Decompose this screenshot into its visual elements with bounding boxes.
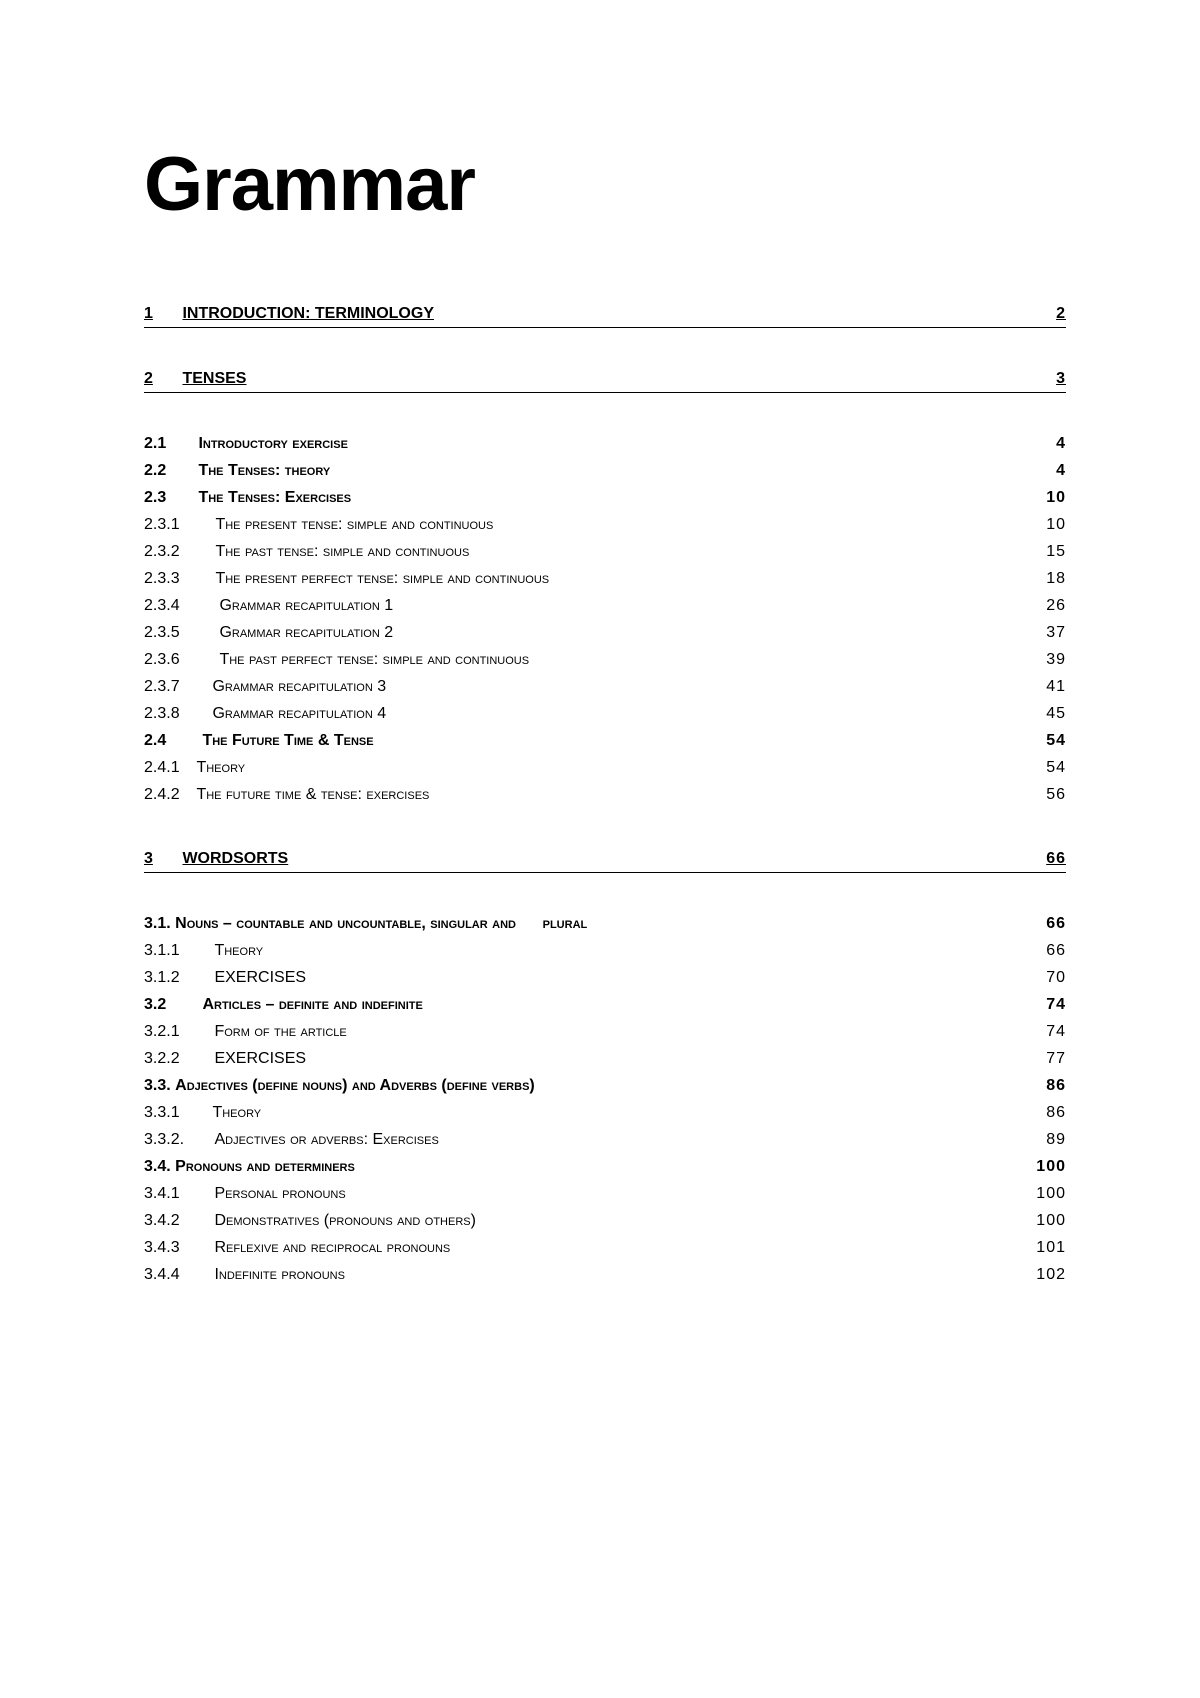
toc-page-number: 100 [1036, 1212, 1066, 1229]
toc-number: 3.2.1 [144, 1023, 180, 1040]
toc-label: The Future Time & Tense [202, 732, 374, 749]
table-of-contents [144, 300, 1066, 1288]
toc-number: 2.4 [144, 732, 167, 749]
toc-page-number: 4 [1056, 462, 1066, 479]
toc-entry-2-3[interactable] [144, 484, 1066, 511]
toc-number: 2.4.1 [144, 759, 180, 776]
toc-label: The past tense: simple and continuous [215, 543, 470, 560]
toc-page-number: 41 [1046, 678, 1066, 695]
toc-page-number: 15 [1046, 543, 1066, 560]
toc-entry-3-2-1[interactable] [144, 1018, 1066, 1045]
toc-page-number: 101 [1036, 1239, 1066, 1256]
toc-label: Theory [196, 759, 246, 776]
toc-page-number: 100 [1036, 1158, 1066, 1175]
toc-number: 3.1. [144, 915, 171, 932]
toc-entry-2-1[interactable] [144, 430, 1066, 457]
toc-entry-3-3-2[interactable] [144, 1126, 1066, 1153]
toc-page-number: 26 [1046, 597, 1066, 614]
toc-page-number: 54 [1046, 732, 1066, 749]
toc-entry-3-1-1[interactable] [144, 937, 1066, 964]
toc-page-number: 89 [1046, 1131, 1066, 1148]
toc-entry-2-3-6[interactable] [144, 646, 1066, 673]
toc-page-number: 66 [1046, 915, 1066, 932]
toc-number: 3.4.4 [144, 1266, 180, 1283]
toc-number: 1 [144, 305, 153, 322]
toc-label: EXERCISES [214, 969, 307, 986]
toc-label: The Tenses: Exercises [198, 489, 352, 506]
toc-page-number: 66 [1046, 942, 1066, 959]
toc-number: 3.4.1 [144, 1185, 180, 1202]
toc-number: 2.3.6 [144, 651, 180, 668]
toc-label: Indefinite pronouns [214, 1266, 345, 1283]
toc-number: 2.3.1 [144, 516, 180, 533]
toc-chapter-1[interactable] [144, 300, 1066, 328]
toc-page-number: 54 [1046, 759, 1066, 776]
document-title: Grammar [144, 142, 475, 227]
toc-entry-3-1[interactable] [144, 910, 1066, 937]
toc-page-number: 10 [1046, 516, 1066, 533]
toc-page-number: 3 [1056, 370, 1066, 387]
toc-label: The present perfect tense: simple and continuous [215, 570, 550, 587]
toc-entry-2-3-4[interactable] [144, 592, 1066, 619]
toc-number: 3.3.2. [144, 1131, 185, 1148]
toc-entry-3-1-2[interactable] [144, 964, 1066, 991]
toc-page-number: 100 [1036, 1185, 1066, 1202]
toc-entry-2-4-1[interactable] [144, 754, 1066, 781]
toc-page-number: 102 [1036, 1266, 1066, 1283]
toc-number: 2.1 [144, 435, 167, 452]
toc-page-number: 74 [1046, 996, 1066, 1013]
toc-page-number: 66 [1046, 850, 1066, 867]
toc-label: The future time & tense: exercises [196, 786, 430, 803]
toc-entry-3-3[interactable] [144, 1072, 1066, 1099]
toc-page-number: 2 [1056, 305, 1066, 322]
toc-label: INTRODUCTION: TERMINOLOGY [182, 305, 434, 322]
toc-number: 2.3.3 [144, 570, 180, 587]
toc-label: Adjectives (define nouns) and Adverbs (define verbs) [175, 1077, 535, 1094]
toc-entry-3-3-1[interactable] [144, 1099, 1066, 1126]
toc-entry-3-2-2[interactable] [144, 1045, 1066, 1072]
toc-page-number: 56 [1046, 786, 1066, 803]
toc-number: 3 [144, 850, 153, 867]
toc-number: 3.1.2 [144, 969, 180, 986]
toc-page-number: 74 [1046, 1023, 1066, 1040]
toc-number: 2.3.8 [144, 705, 180, 722]
toc-number: 3.4. [144, 1158, 171, 1175]
toc-number: 2.3.2 [144, 543, 180, 560]
toc-entry-2-2[interactable] [144, 457, 1066, 484]
toc-page-number: 77 [1046, 1050, 1066, 1067]
toc-page-number: 4 [1056, 435, 1066, 452]
toc-label: Adjectives or adverbs: Exercises [214, 1131, 439, 1148]
toc-number: 3.4.3 [144, 1239, 180, 1256]
toc-label: The Tenses: theory [198, 462, 331, 479]
toc-label: Introductory exercise [198, 435, 348, 452]
toc-entry-3-4-4[interactable] [144, 1261, 1066, 1288]
toc-number: 3.4.2 [144, 1212, 180, 1229]
toc-label: Grammar recapitulation 3 [212, 678, 387, 695]
toc-entry-3-2[interactable] [144, 991, 1066, 1018]
toc-entry-3-4[interactable] [144, 1153, 1066, 1180]
toc-label: Personal pronouns [214, 1185, 346, 1202]
toc-label: The present tense: simple and continuous [215, 516, 494, 533]
toc-number: 3.3. [144, 1077, 171, 1094]
toc-number: 3.2 [144, 996, 167, 1013]
toc-number: 3.1.1 [144, 942, 180, 959]
toc-label: Demonstratives (pronouns and others) [214, 1212, 476, 1229]
toc-entry-2-3-5[interactable] [144, 619, 1066, 646]
toc-label: Grammar recapitulation 4 [212, 705, 387, 722]
toc-page-number: 70 [1046, 969, 1066, 986]
toc-label: Articles – definite and indefinite [202, 996, 423, 1013]
spacer [144, 808, 1066, 845]
toc-page-number: 10 [1046, 489, 1066, 506]
toc-entry-2-4-2[interactable] [144, 781, 1066, 808]
toc-entry-2-3-1[interactable] [144, 511, 1066, 538]
toc-number: 2 [144, 370, 153, 387]
toc-label: Reflexive and reciprocal pronouns [214, 1239, 451, 1256]
toc-entry-2-3-8[interactable] [144, 700, 1066, 727]
toc-label: EXERCISES [214, 1050, 307, 1067]
toc-label: Theory [214, 942, 264, 959]
toc-label: Pronouns and determiners [175, 1158, 355, 1175]
toc-page-number: 86 [1046, 1104, 1066, 1121]
toc-number: 2.3.7 [144, 678, 180, 695]
toc-page-number: 86 [1046, 1077, 1066, 1094]
toc-page-number: 18 [1046, 570, 1066, 587]
toc-entry-3-4-1[interactable] [144, 1180, 1066, 1207]
toc-number: 2.3 [144, 489, 167, 506]
toc-number: 2.4.2 [144, 786, 180, 803]
toc-label: Form of the article [214, 1023, 347, 1040]
toc-entry-2-3-3[interactable] [144, 565, 1066, 592]
spacer [144, 873, 1066, 910]
toc-entry-3-4-3[interactable] [144, 1234, 1066, 1261]
toc-entry-2-3-2[interactable] [144, 538, 1066, 565]
toc-label: Nouns – countable and uncountable, singular and plural [175, 915, 588, 932]
toc-entry-3-4-2[interactable] [144, 1207, 1066, 1234]
toc-label: Theory [212, 1104, 262, 1121]
toc-page-number: 39 [1046, 651, 1066, 668]
toc-label: Grammar recapitulation 2 [219, 624, 394, 641]
spacer [144, 393, 1066, 430]
toc-page-number: 37 [1046, 624, 1066, 641]
toc-page-number: 45 [1046, 705, 1066, 722]
spacer [144, 328, 1066, 365]
toc-number: 3.3.1 [144, 1104, 180, 1121]
toc-number: 2.3.4 [144, 597, 180, 614]
toc-label: Grammar recapitulation 1 [219, 597, 394, 614]
toc-chapter-2[interactable] [144, 365, 1066, 393]
toc-number: 3.2.2 [144, 1050, 180, 1067]
toc-entry-2-4[interactable] [144, 727, 1066, 754]
toc-entry-2-3-7[interactable] [144, 673, 1066, 700]
toc-label: TENSES [182, 370, 247, 387]
toc-number: 2.3.5 [144, 624, 180, 641]
toc-number: 2.2 [144, 462, 167, 479]
toc-chapter-3[interactable] [144, 845, 1066, 873]
toc-label: WORDSORTS [182, 850, 289, 867]
toc-label: The past perfect tense: simple and continuous [219, 651, 530, 668]
